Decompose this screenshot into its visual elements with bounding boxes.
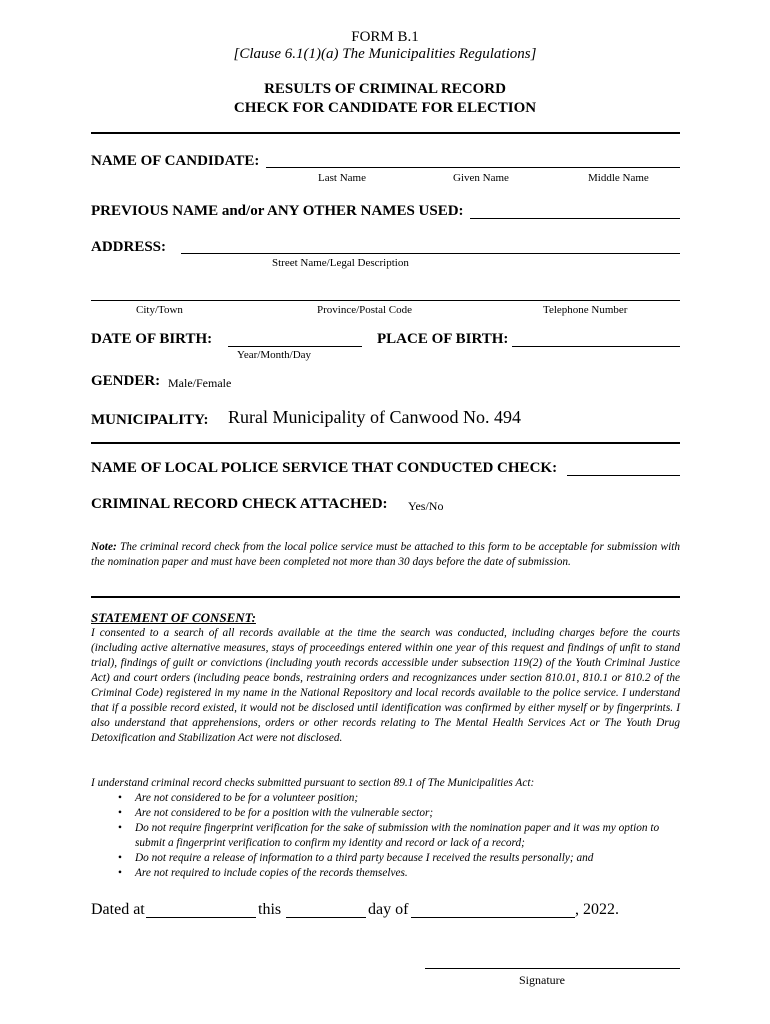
bullet-glyph: • [118,867,122,879]
consent-bullet [91,851,680,866]
divider [91,596,680,598]
bullet-glyph: • [118,852,122,864]
address-city-field[interactable] [91,300,680,301]
bullet-text: Do not require fingerprint verification for the sake of submission with the nomination paper and it was my option to submit a fingerprint verification to confirm my identity and record or lack of a record; [135,822,660,849]
city-caption: City/Town [136,304,183,316]
municipality-value: Rural Municipality of Canwood No. 494 [228,407,521,427]
form-id: FORM B.1 [351,29,419,45]
street-caption: Street Name/Legal Description [272,257,409,269]
candidate-name-field[interactable] [266,167,680,168]
divider [91,442,680,444]
dated-day-of-label: day of [368,901,409,918]
police-service-field[interactable] [567,475,680,476]
gender-options[interactable]: Male/Female [168,376,232,390]
consent-bullet [91,791,680,806]
municipality-label: MUNICIPALITY: [91,412,209,428]
pob-field[interactable] [512,346,680,347]
dob-field[interactable] [228,346,362,347]
form-title-line2: CHECK FOR CANDIDATE FOR ELECTION [233,100,537,116]
consent-bullet [91,866,680,881]
dated-year-label: , 2022. [575,901,619,918]
pob-label: PLACE OF BIRTH: [377,331,509,347]
dob-label: DATE OF BIRTH: [91,331,213,347]
note-prefix: Note: [91,541,117,553]
province-caption: Province/Postal Code [317,304,413,316]
record-check-options[interactable]: Yes/No [408,499,444,513]
phone-caption: Telephone Number [543,304,628,316]
dated-place-field[interactable] [146,917,256,918]
bullet-glyph: • [118,822,122,834]
note-paragraph [91,540,680,570]
dated-month-field[interactable] [411,917,575,918]
previous-names-label: PREVIOUS NAME and/or ANY OTHER NAMES USED: [91,203,464,219]
bullet-text: Are not considered to be for a volunteer position; [135,792,359,804]
signature-caption: Signature [519,973,565,987]
previous-names-field[interactable] [470,218,680,219]
dob-caption: Year/Month/Day [237,349,312,361]
address-label: ADDRESS: [91,239,167,255]
consent-bullet-list [91,791,680,881]
candidate-given-name-caption: Given Name [453,172,509,184]
police-service-label: NAME OF LOCAL POLICE SERVICE THAT CONDUCTED CHECK: [91,460,558,476]
dated-day-field[interactable] [286,917,366,918]
dated-at-label: Dated at [91,901,145,918]
note-text: The criminal record check from the local police service must be attached to this form to be acceptable for submission with the nomination paper and must have been completed not more than 30 days before the date of submission. [91,541,680,568]
consent-paragraph: I consented to a search of all records available at the time the search was conducted, including charges before the courts (including active alternative measures, stays of proceedings entered within one year of this request and findings of unfit to stand trial), findings of guilt or convictions (including youth records accessible under subsection 119(2) of the Youth Criminal Justice Act) and court orders (including peace bonds, restraining orders and recognizances under section 810.01, 810.1 or 810.2 of the Criminal Code) registered in my name in the National Repository and local records available to the police service. I understand that if a possible record existed, it would not be disclosed until identification was confirmed by either myself or by fingerprints. I also understand that apprehensions, orders or other records relating to The Mental Health Services Act or The Youth Drug Detoxification and Stabilization Act were not disclosed. [91,627,680,744]
bullet-text: Are not considered to be for a position with the vulnerable sector; [135,807,434,819]
form-clause: [Clause 6.1(1)(a) The Municipalities Regulations] [233,46,537,62]
signature-field[interactable] [425,968,680,969]
form-title-line1: RESULTS OF CRIMINAL RECORD [264,81,506,97]
divider [91,132,680,134]
consent-bullet [91,821,680,851]
bullet-glyph: • [118,807,122,819]
consent-intro: I understand criminal record checks submitted pursuant to section 89.1 of The Municipalities Act: [91,777,535,789]
candidate-last-name-caption: Last Name [318,172,366,184]
address-street-field[interactable] [181,253,680,254]
candidate-middle-name-caption: Middle Name [588,172,649,184]
consent-bullet [91,806,680,821]
dated-this-label: this [258,901,282,918]
record-check-label: CRIMINAL RECORD CHECK ATTACHED: [91,496,388,512]
bullet-text: Do not require a release of information to a third party because I received the results personally; and [135,852,594,864]
bullet-glyph: • [118,792,122,804]
consent-heading: STATEMENT OF CONSENT: [91,610,256,625]
candidate-name-label: NAME OF CANDIDATE: [91,153,260,169]
bullet-text: Are not required to include copies of the records themselves. [135,867,408,879]
gender-label: GENDER: [91,373,161,389]
